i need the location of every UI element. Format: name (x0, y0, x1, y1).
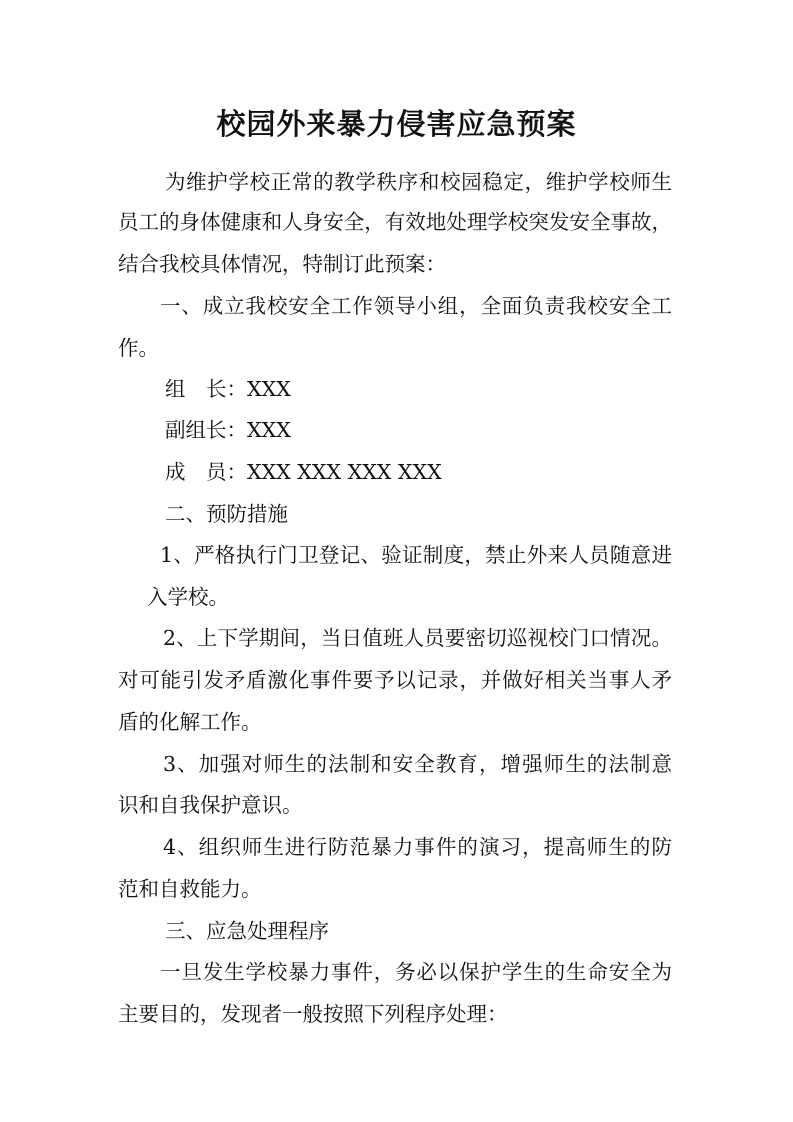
item3-line-2: 识和自我保护意识。 (118, 793, 303, 817)
vice-leader-line: 副组长：XXX (165, 418, 291, 442)
section1-line-1: 一、成立我校安全工作领导小组，全面负责我校安全工 (160, 294, 672, 318)
section3-line-2: 主要目的，发现者一般按照下列程序处理： (118, 1002, 508, 1026)
section1-line-2: 作。 (118, 336, 159, 360)
item2-line-2: 对可能引发矛盾激化事件要予以记录，并做好相关当事人矛 (118, 668, 672, 692)
intro-line-2: 员工的身体健康和人身安全，有效地处理学校突发安全事故， (118, 210, 672, 234)
document-title: 校园外来暴力侵害应急预案 (216, 107, 577, 141)
item2-line-1: 2、上下学期间，当日值班人员要密切巡视校门口情况。 (163, 626, 672, 650)
leader-line: 组 长：XXX (165, 377, 291, 401)
section3-line-1: 一旦发生学校暴力事件，务必以保护学生的生命安全为 (160, 960, 672, 984)
item4-line-2: 范和自救能力。 (118, 877, 262, 901)
intro-line-1: 为维护学校正常的教学秩序和校园稳定，维护学校师生 (165, 170, 672, 194)
section3-heading: 三、应急处理程序 (165, 919, 329, 943)
item2-line-3: 盾的化解工作。 (118, 710, 262, 734)
item3-line-1: 3、加强对师生的法制和安全教育，增强师生的法制意 (163, 752, 672, 776)
item1-line-2: 入学校。 (147, 585, 229, 609)
item1-line-1: 1、严格执行门卫登记、验证制度，禁止外来人员随意进 (160, 543, 672, 567)
intro-line-3: 结合我校具体情况，特制订此预案： (118, 252, 446, 276)
members-line: 成 员：XXX XXX XXX XXX (165, 460, 442, 484)
section2-heading: 二、预防措施 (165, 502, 288, 526)
item4-line-1: 4、组织师生进行防范暴力事件的演习，提高师生的防 (163, 835, 672, 859)
